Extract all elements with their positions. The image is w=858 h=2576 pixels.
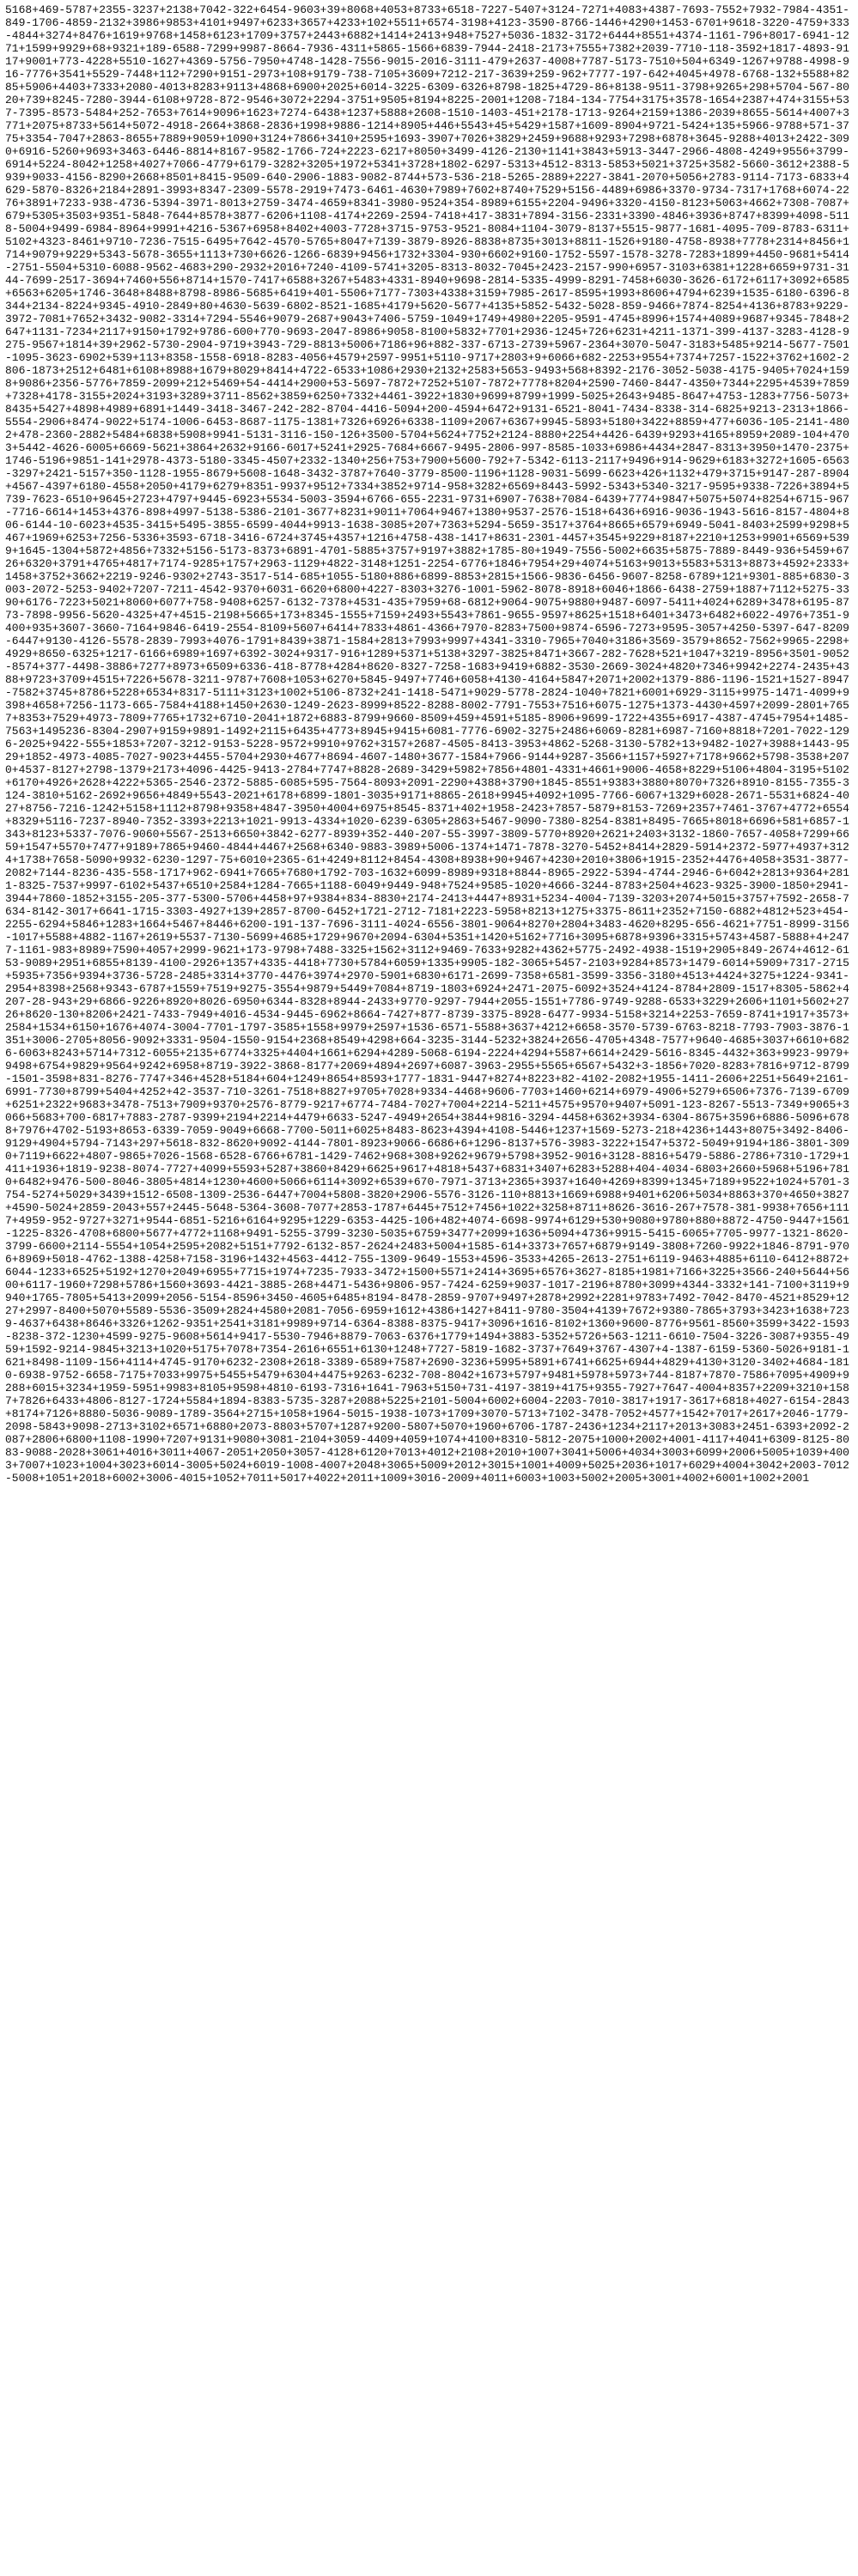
arithmetic-expression-text: 5168+469-5787+2355-3237+2138+7042-322+6454-9603+39+8068+4053+8733+6518-7227-5407+3124-7271+4083+4387-7693-7552+7932-7984-4351-849-1706-4859-2132+3986+9853+4101+9497+6233+3657+4233+102+5511+6574-3198+4123-3590-8766-1446+4290+1453-6701+9618-3220-4759+333-4844+3274+8476+1619+9768+1458+6123+1709+3757+2443+6882+1414+2413+948+7527+5036-1832-3172+6444+8551+4374-1161-796+8017-6941-1271+1599+9929+68+9321+189-6588-7299+9987-8664-7936-4311+5865-1566+6839-7944-2418-2173+7555+7382+2039-7710-118-3592+1817-4893-9117+9001+773-4228+5510-1627+4369-5756-7950+4748-1428-7556-9015-2016-3111-479+2637-4008+7787-5173-7510+504+6349-1267+9788-4998-916-7776+3541+5529-7448+112+7290+9151-2973+108+9179-738-7105+3609+7212-217-3639+259-962+7777-197-642+4045+4978-6768-132+5588+8285+5906+4403+7333+2080-4013+8283+9113+4868+6900+2025+6014-3225-6309-6326+8798-1825+4729-86+8138-9511-3798+9265+298+5704-567-8020+739+8245-7280-3944-6108+9728-872-9546+3072+2294-3751+9505+8194+8225-2001+1208-7184-134-7754+3175+3578-1654+2387+474+3155+537-7395-8573-5484+252-7653+7614+9096+1623+7274-6438+1237+5888+2608-1510-1403-451+2178-1713-9264+2159+1386-2039+8655-5614+4007+3771+2075+8733+5614+5072-4918-2664+3868-2836+1998+9886-1214+8905+446+5543+45+5429+1587+1609-8904+9721-5424+135+5966-9788+571-3775+3354-7047+2863-8655+7889+9059+1090+3124+7866+3410+2595+1693-3907+7026+3829+2459+9688+9293+7298+6878+3645-9288+4013+2422-3090+6916-5260+9693+3463-6446-8814+8167-9582-1766-724+2223-6217+8050+3499-4126-2130+1141+3843+5913-3447-2966-4808-4249+9556+3799-6914+5224-8042+1258+4027+7066-4779+6179-3282+3205+1972+5341+3728+1802-6297-5313+4512-8313-5853+5021+3725+3582-5660-3612+2388-5939+9033-4156-8290+2668+8501+8415-9509-640-2906-1883-9082-8744+573-536-218-5265-2889+2227-3841-2070+5056+2783-9114-7173-6833+4629-5870-8326+2184+2891-3993+8347-2309-5578-2919+7473-6461-4630+7989+7602+8740+7529+5156-4489+6986+3370-9734-7317+1768+6074-2276+3891+7233-938-4736-5394-3971-8013+2759-3474-4659+8341-3980-9524+354-8989+6155+2204-9496+3320-4150-8123+5063+4662+7308-7087+679+5305+3503+9351-5848-7644+8578+3877-6206+1108-4174+2269-2594-7418+417-3831+7894-3156-2331+3390-4846+3936+8747+8399+4098-5118-5004+9499-6984-8964+9991+4216-5367+6958+8402+4003-7728+3715-9753-9521-8084+1104-3079-8137+5515-9877-1681-4095-709-8783-6311+5102+4323-8461+9710-7236-7515-6495+7642-4570-5765+8047+7139-3879-8926-8838+8735+3013+8811-1526+9180-4758-8938+7778+2314+8456+1714+9079+9229+5343-5678-3655+1113+730+6626-1266-6839+9456+1732+3304-930+6602+9160-1752-5597-1578-3278-7283+1899+4450-9681+5414-2751-5504+5310-6088-9562-4683+290-2932+2016+7240-4109-5741+3205-8313-8032-7045+2423-2157-990+6957-3103+6381+1228+6659+9731-3144-7699-2517-3694+7460+556+8714+1570-7417+6588+3267+5483+4331-8940+9698-2814-5335-4999-8291-7458+6030-3626-6172+6117+3092+6585+6563+6205+1746-3648+8488+8798-8986-5685+6419+401-5506+7177-7303+4338+3159+7985-2617-8595+1993+8606+4794+6239+1535-6180-6396-8344+2134-8224+9345-4910-2849+80+4630-5639-6802-8521-1685+4179+5620-5677+4135+5852-5432-5028-859-9466+7874-8254+4136+8783+9229-3972-7081+7652+3432-9082-3314+7294-5546+9079-2687+9043+7406-5759-1049+1749+4980+2205-9591-4745+8996+1574+4089+9687+9345-7848+2647+1131-7234+2117+9150+1792+9786-600+770-9693-2047-8986+9058-8100+5832+7701+2936-1245+726+6231+4211-1371-399-4137-3283-4128-9275-9567+1814+39+2962-5730-2904-9719+3943-729-8813+5006+7186+96+882-337-6713-2739+5967-2364+3070-5047-3183+5485+9214-5677-7501-1095-3623-6902+539+113+8358-1558-6918-8283-4056+4579+2597-9951+5110-9717+2803+9+6066+682-2253+9554+7374+7257-1522+3762+1602-2806-1873+2512+6481+6108+8988+1679+8029+8414+4722-6533+1086+2930+2132+2583+5653-9493+568+8392-2176-3052-5038-4175-9405+7024+1598+9086+2356-5776+7859-2099+212+5469+54-4414+2900+53-5697-7872+7252+5107-7872+7778+8204+2590-7460-8447-4350+7344+2295+4539+7859+7328+4178-3155+2024+3193+3289+3711-8562+3859+6250+7332+4461-3922+1830+9699+8799+1999-5025+2643+9485-8647+4753-1283+7756-5073+8435+5427+4898+4989+6891+1449-3418-3467-242-282-8704-4416-5094+200-4594+6472+9131-6521-8041-7434-8338-314-6825+9213-2313+1866-5554-2906+8474-9022+5174-1006-6453-8687-1175-1381+7326+6926+6338-1109+2067+6367+9945-5893+5180+3422+8859+477+6036-105-2141-4802+478-2360-2882+5484+6838+5908+9941-5131-3116-150-126+3500-5704+5624+7752+2124-8880+2254+4426-6439+9293+4165+8959+2089-104+4703+5442-4626-6005+6669-5621+3864+2632+9166-6017+5241+2925-7684+6667-9495-2806-997-8585-1033+6986+4434+2847-8313+3950+1470-2375+1746-5196+9851-141+2978-4373-5180-3345-4507+2332-1340+256+753+7900+5600-792+7-5342-6113-2117+9496+914-9629+6183+3272+1605-6563-3297+2421-5157+350-1128-1955-8679+5608-1648-3432-3787+7640-3779-8500-1196+1128-9031-5699-6623+426+1132+479+3715+9147-287-8904+4567-4397+6180-4558+2050+4179+6279+8351-9937+9512+7334+3852+9714-958+3282+6569+8443-5992-5343+5340-3217-9595+9338-7226+3894+5739-7623-6510+9645+2723+4797+9445-6923+5534-5003-3594+6766-655-2231-9731+6907-7638+7084-6439+7774+9847+5075+5074+8254+6715-967-7716-6614+1453+4376-898+4997-5138-5386-2101-3677+8231+9011+7064+9467+1380+9537-2576-1518+6436+6916-9036-1943-5616-8157-4804+806-6144-10-6023+4535-3415+5495-3855-6599-4044+9913-1638-3085+207+7363+5294-5659-3517+3764+8665+6579+6949-5041-8403+2599+9298+5467+1969+6253+7256-5336+3593-6718-3416-6724+3745+4357+1216+4758-438-1417+8631-2301-4457+3545+9229+8187+2210+1253+9901+6569+5399+1645-1304+5872+4856+7332+5156-5173-8373+6891-4701-5885+3757+9197+3882+1785-80+1949-7556-5002+6635+5875-7889-8449-936+5459+6726+6320+3791+4765+4817+7174-9285+1757+2963-1129+4822-3148+1251-2254-6776+1846+7954+29+4074+5163+9013+5583+5313+8873+4592+2333+1458+3752+3662+2219-9246-9302+2743-3517-514-685+1055-5180+886+6899-8853+2815+1566-9836-6456-9607-8258-6789+121+9301-885+6830-3003-2072-5253-9402+7207-7211-4542-9370+6031-6620+6800+4227-8303+3276-1001-5962-8078-8918+6046+1866-6438-2759+1887+7112+5275-3390+6176-7223+5021+8060+6077+758-9408+6257-6132-7378+4531-435+7959+68-6812+9064-9075+9880+9487-6097-5411+4024+6289+3478+6195-8773-7898-9956-5620-4325+47+4515-2198+5665+173+8345-1555+7159+2493+5543+7861-9655-9597+8625+1518+6401+3473+6482+6022-4976+7351-9400+935+3607-3660-7164+9846-6419-2554-8109+5607+6414+7833+4861-4366+7970-8283+7500+9874-6596-7273+9595-3057+4250-5397-647-8209-6447+9130-4126-5578-2839-7993+4076-1791+8439+3871-1584+2813+7993+9997+4341-3310-7965+7040+3186+3569-3579+8652-7562+9965-2298+4929+8650-6325+1217-6166+6989+1697+6392-3024+9317-916+1289+5371+5138+3297-3825+8471+3667-282-7628+521+1047+3219-8956+3501-9052-8574+377-4498-3886+7277+8973+6509+6336-418-8778+4284+8620-8327-7258-1683+9419+6882-3530-2669-3024+4820+7346+9942+2274-2435+4388+9723+3709+4515+7226+5678-3211-9787+7608+1053+6270+5845-9497+7746+6058+4130-4164+5847+2071+2002+1379-886-1196-1521+1527-8947-7582+3745+8786+5228+6534+8317-5111+3123+1002+5106-8732+241-1418-5471+9029-5778-2824-1040+7821+6001+6929-3115+9975-1471-4099+9398+4658+7256-1173-665-7584+4188+1450+2630-1249-2623-8999+8522-8288-8002-7791-7553+7516+6075-1275+1373-4430+4597+2099-2801+7657+8353+7529+4973-7809+7765+1732+6710-2041+1872+6883-8799+9660-8509+459+4591+5185-8906+9699-1722+4355+6917-4387-4745+7954+1485-7563+1495236-8304-2907+9159+9891-1492+2115+6435+4773+8945+9415+6081-7776-6902-3275+2486+6069-8281+6987-7160+8818+7201-7022-1296-2025+9422-555+1853+7207-3212-9153-5228-9572+9910+9762+3157+2687-4505-8413-3953+4862-5268-3130-5782+13+9482-1027+3988+1443-9529+1852-4973-4085-7027-9023+4455-5704+2930+4677+8694-4607-1480+3677-1584+7966-9144+9287-3566+1157+5927+7178+9662+5798-3538+2070+4537-8127+2798-1379+2173+4096-4425-9413-2784+7747+8828-2689-3429+5982+7856+4801-4331+4661+9006-4658+8229+5106+4804-3195+5102+6170+4926+2628+4222+5365-2546-2372-5885-6085+595-7564-8093+2091-2290+4388+3790+1845-8551+9383+3880+8070+7326+8910-8155-7355-3124-3810+5162-2692+9656+4849+5543-2021+6178+6899-1801-3035+9171+8865-2618+9945+4092+1095-7766-6067+1329+6028-2671-5531+6824-4027+8756-7216-1242+5158+1112+8798+9358+4847-3950+4004+6975+8545-8371+402+1958-2423+7857-5879+8153-7269+2357+7461-3767+4772+6554+8329+5116-7237-8940-7352-3393+2213+1021-9913-4334+1020-6239-6305+2863+5467-9090-7380-8254-8381+8495-7665+8018+6696+581+6857-1343+8123+5337-7076-9060+5567-2513+6650+3842-6277-8939+352-440-207-55-3997-3809-5770+8920+2621+2403+3132-1860-7657-4058+7299+6659+1547+5570+7477+9189+7865+9460-4844+4467+2568+6340-9883-3989+5006-1374+1471-7878-3270-5452+8414+2829-5914+2372-5977+4937+3124+1738+7658-5090+9932-6230-1297-75+6010+2365-61+4249+8112+8454-4308+8938+90+9467+4230+2010+3806+1915-2352+4476+4058+3531-3877-2082+7144-8236-435-558-1717+962-6941+7665+7680+1792-703-1632+6099-8989+9318+8844-8965-2922-5394-4744-2946-6+6042+2813+9364+2811-8325-7537+9997-6102+5437+6510+2584+1284-7665+1188-6049+9449-948+7524+9585-1020+4666-3244-8783+2504+4623-9325-3900-1850+2941-3944+7860-1852+3155-205-377-5300-5706+4458+97+9384+834-8830+2174-2413+4447+8931+5234-4004-7139-3203+2074+5015+3757+7592-2658-7634-8142-3017+6641-1715-3303-4927+139+2857-8700-6452+1721-2712-7181+2223-5958+8213+1275+3375-8611+2352+7150-6882+4812+523+454-2255-6294+5846+1283+1664+5467+8446+6200-191-137-7696-3111-4024-6556-3801-9064+8270+2804+3483-4620+8295-656-4621+7751-8999-3156-1017+5588+4882-1167+2619+5537-7130-5699+4685+1729+9670+2094-6304+5351+1420+5162+7716+3095+6878+9396+3315+5743+4587-5888+4+2477-1161-983+8989+7590+4057+2999-9621+173-9798+7488-3325+1562+3112+9469-7633+9282+4362+5775-2492-4938-1519+2905+849-2674+4612-6153-9089+2951+6855+8139-4100-2926+1357+4335-4418+7730+5784+6059+1335+9905-182-3065+5457-2103+9284+8573+1479-6014+5909+7317-2715+5935+7356+9394+3736-5728-2485+3314+3770-4476+3974+2970-5901+6830+6171-2699-7358+6581-3599-3356-3180+4513+4424+3275+1224-9341-2954+8398+2568+9343-6787+1559+7519+9275-3554+9879+5449+7084+8719-1803+6924+2471-2075-6092+3524+4124-8784+2809-1517+8305-5862+4207-28-943+29+6866-9226+8920+8026-6950+6344-8328+8944-2433+9770-9297-7944+2055-1551+7786-9749-9288-6533+3229+2606+1101+5602+2726+8620-130+8206+2421-7433-7949+4016-4534-9445-6962+8664-7427+877-8739-3375-8928-6477-9934-5158+3214+2253-7659-8741+1917+3573+2584+1534+6150+1676+4074-3004-7701-1797-3585+1558+9979+2597+1536-6571-5588+3637+4212+6658-3570-5739-6763-8218-7793-7903-3876-1351+3006-2705+8056-9092+3331-9504-1550-9154+2368+8549+4298+664-3235-3144-5232+3824+2656-4705+4348-7577+9640-4685+3037+6610+6826-6063+8243+5714+7312-6055+2135+6774+3325+4404+1661+6294+4289-5068-6194-2224+4294+5587+6614+2429-5616-8345-4432+363+9923-9979+9498+6754+9829+9564+9242+6958+8719-3922-3868-8177+2069+4894+2697+6087-3963-2955+5565+6567+5432+3-1856+7020-8283+7816+9712-8799-1501-3598+831-8276-7747+346+4528+5184+604+1249+8654+8593+1777-1831-9447+8274+8223+82-4102-2082+1955-1411-2606+2251+5649+2161-6991-7730+8799+5404+4252+42-3537-710-3261-7518+8827+9705+7028+9334-4468+9606-7703+1460+6214+6979-4906+5279+6506+7376-7139-6709+6251+2322+9683+3478-7513+7909+9370+2576-8779-9217+6774-7484-7027+7004+2214-5211+4575+9570+9407+5091-123-8267-5513-7349+9065+3066+5683+700-6817+7883-2787-9399+2194+2214+4479+6633-5247-4949+2654+3844+9816-3294-4458+6362+3934-6304-8675+3596+6886-5096+6788+7976+4702-5193+8653-6339-7059-9049+6668-7700-5011+6025+8483-8623+4394+4108-5446+1237+1569-5273-218+4236+1443+8075+3492-8406-9129+4904+5794-7143+297+5618-832-8620+9092-4144-7801-8923+9066-6686+6+1296-8137+576-3983-3222+1547+5372-5049+9194+186-3801-3090+7119+6622+4807-9865+7026-1568-6528-6766+6781-1429-7462+968+308+9262+9679+5798+3952-9016+3128-8816+5479-5886-2786+7310-1729+1411+1936+1819-9238-8074-7727+4099+5593+5287+3860+8429+6625+9617+4818+5437+6831+3407+6283+5288+404-4034-6803+2660+5968+5196+7810+6482+9476-500-8046-3805+4814+1230+4600+5066+6114+3092+6539+670-7971-3713+2365+3937+1640+4269+8399+1345+7189+9522+1024+5701-3754-5274+5029+3439+1512-6508-1309-2536-6447+7004+5808-3820+2906-5576-3126-110+8813+1669+6988+9401+6206+5034+8863+370+4650+3827+4590-5024+2859-2043+557+2445-5648-5364-3608-7077+2853-1787+6445+7512+7456+1022+3258+8711+8626-3616-267+7578-381-9938+7656+1117+4959-952-9727+3271+9544-6851-5216+6164+9295+1229-6353-4425-106+482+4074-6698-9974+6129+530+9080+9780+880+8872-4750-9447+1561-1225-8326-4708+6800+5677+4772+1168+9491-5255-3799-3230-5035+6759+3477+2099+1636+5094+4736+9915-5415-6065+7705-9977-1321-8620-3799-6600+2114-5554+1054+2595+2082+5151+7792-6132-857-2624+2483+5004+1585-614+3373+7657+6879+9149-3808+7260-9922+1846-8791-9706+8969+5018-4762-1388-4258+7158-3196+1432+4563-4412-755-1309-9649-1553+4596-3533+4265-2613-2751+6119-9463+4885+6110-6412+8872+6044-1233+6525+5192+1270+2049+6955+7715+1974+7235-7933-3472+1500+5571+2414+3695+6576+3627-8185+1981+7166+3225+3566-240+5644+5600+6117-1960+7298+5786+1560+3693-4421-3885-268+4471-5436+9806-957-7424-6259+9037-1017-2196+8780+3099+4344-3332+141-7100+3119+9940+1765-7805+5413+2099+2056-5154-8596+3450-4605+6485+8194-8478-2859-9707+9497+2878+2992+2281+9783+7492-7042-8470-4521+8529+1227+2997-8400+5070+5589-5536-3509+2824+4580+2081-7056-6959+1612+4386+1427+8411-9780-3504+4139+7672+9380-7865+3793+3423+1638+7239-4637+6438+8646+3326+1262-9351+2541+3181+9989+9714-6364-8388-8375-9417+3096+1616-8102+1360+9600-8776+9561-8560+3599+3422-1593-8238-372-1230+4599-9275-9608+5614+9417-5530-7946+8879-7063-6376+1779+1494+3883-5352+5726+563-1211-6610-7504-3226-3087+9355-4959+1592-9214-9845+3213+1020+5175+7078+7354-2616+6551+6130+1248+7727-5819-1682-3737+7649+3767-4307+4-1387-6159-5360-5026+9181-1621+8498-1109-156+4114+4745-9170+6232-2308+2618-3389-6589+7587+2690-3236+5995+5891+6741+6625+6944+4829+4130+3120-3402+4684-1810-6938-9752-6658-7175+7033+9975+5455+5479+6304+4475+9263-6232-708-8042+1673+5797+9481+5978+5973+744-8187+7870-7586+7095+4909+9288+6015+3234+1959-5951+9983+8105+9598+4810-6193-7316+1641-7963+5150+731-4197-3819+4175+9355-7927+7647-4004+8357+2209+3210+1587+7826+6433+4806-8127-1724+5584+1894-8383-5735-3287+2088+5225+2101-5004+6002+6004-2203-7010-3817+1917-3617+6818+4027-6154-2843+8174+7126+8880-5036-9089-1789-3564+2715+1058+1964-5015-1938-1073+1709+3070-5713+7102-3478-7052+4577+1542+7017+2617+2046-1779-2098-5843+9098-2713+3102+6571+6880+2073-8803+5707+1287+9200-5807+5070+1960+6706-1787-2436+1234+2117+2013+3083+2451-6393+2092-2087+2806+6800+1108-1990+7207+9131+9080+3081-2104+3059-4409+4059+1074+4100+8310-5812-2075+1000+2002+4001-4117+4041+6309-8125-8083-9088-2028+3061+4016+3011+4067-2051+2050+3057-4128+6120+7013+4012+2108+2010+1007+3041+5006+4034+3003+6099+2006+5005+1039+4003+7007+1023+1004+3023+6014-3005+5024+6019-1008-4007+2048+3065+5009+2012+3015+1001+4009+5025+2036+1017+6029+4004+3042+2003-7012-5008+1051+2018+6002+3006-4015+1052+7011+5017+4022+2011+1009+3016-2009+4011+6003+1003+5002+2005+3001+4002+6001+1002+2001 (5, 3, 849, 1485)
